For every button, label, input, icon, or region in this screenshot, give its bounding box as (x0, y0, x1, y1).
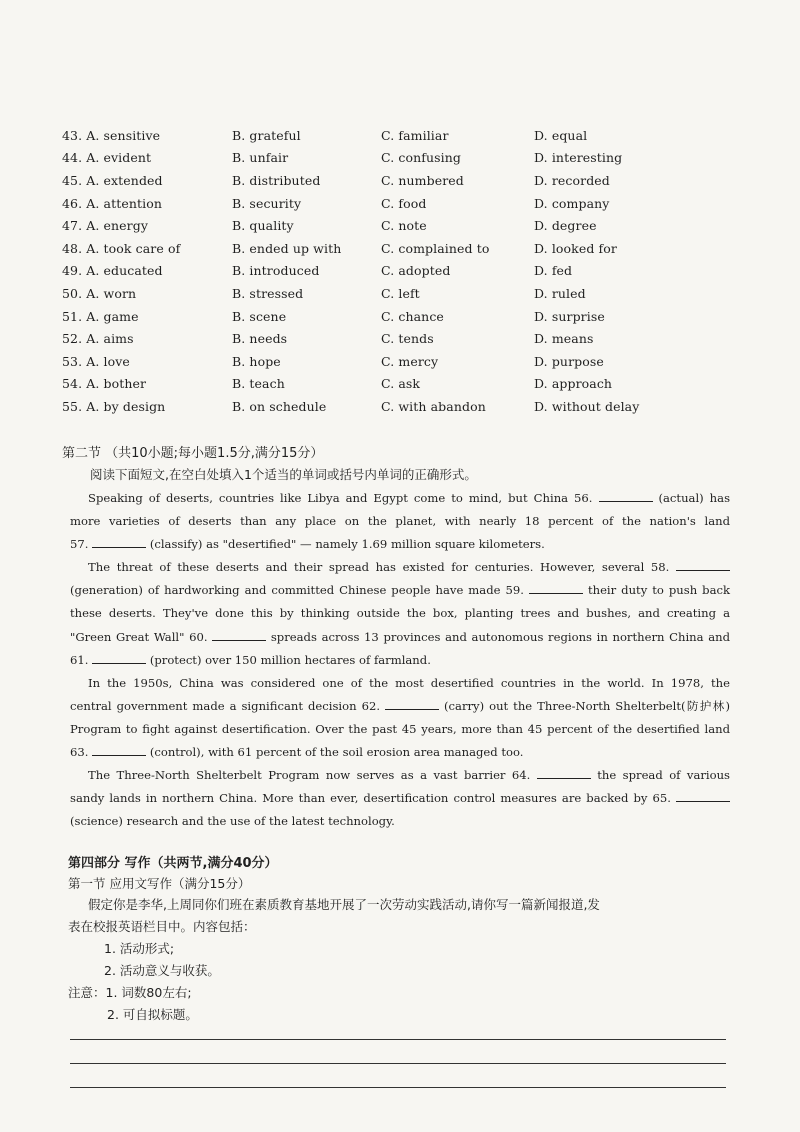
passage-line (70, 718, 730, 741)
passage-text: "Green Great Wall" 60. (70, 629, 208, 644)
option-b: B. stressed (232, 285, 304, 301)
answer-blank[interactable] (92, 744, 146, 756)
answer-line-2 (70, 1063, 726, 1064)
option-c: C. mercy (381, 353, 439, 369)
option-a: 46. A. attention (62, 195, 162, 211)
choice-row-51 (62, 305, 682, 328)
option-a: 51. A. game (62, 308, 139, 324)
option-d: D. looked for (534, 240, 617, 256)
passage-text: (carry) out the Three-North Shelterbelt(防护林) (444, 698, 731, 713)
cloze-passage (70, 487, 730, 833)
answer-blank[interactable] (92, 536, 146, 548)
option-d: D. equal (534, 127, 588, 143)
option-b: B. distributed (232, 172, 321, 188)
passage-paragraph (70, 556, 730, 671)
passage-text: (actual) has (658, 491, 731, 505)
answer-line-1 (70, 1039, 726, 1040)
option-d: D. ruled (534, 285, 586, 301)
option-a: 54. A. bother (62, 376, 147, 392)
passage-line (70, 741, 730, 764)
note-label: 注意： (68, 985, 106, 1000)
option-b: B. grateful (232, 127, 301, 143)
option-b: B. security (232, 195, 302, 211)
answer-blank[interactable] (537, 767, 591, 779)
passage-text: (science) research and the use of the latest technology. (70, 814, 395, 829)
option-d: D. fed (534, 263, 573, 279)
option-c: C. note (381, 218, 427, 234)
option-d: D. means (534, 331, 594, 347)
passage-text: The threat of these deserts and their spread has existed for centuries. However, several 58. (88, 560, 670, 575)
option-b: B. quality (232, 218, 294, 234)
option-a: 55. A. by design (62, 398, 166, 414)
passage-text: 57. (70, 537, 89, 552)
writing-note (68, 983, 192, 1001)
option-c: C. adopted (381, 263, 451, 279)
option-d: D. purpose (534, 353, 604, 369)
choice-row-50 (62, 282, 682, 305)
multiple-choice-options (62, 124, 682, 418)
option-c: C. chance (381, 308, 444, 324)
answer-line-3 (70, 1087, 726, 1088)
choice-row-49 (62, 260, 682, 283)
passage-text: (protect) over 150 million hectares of farmland. (149, 652, 431, 667)
option-a: 52. A. aims (62, 331, 134, 347)
option-a: 43. A. sensitive (62, 127, 161, 143)
passage-line (70, 672, 730, 695)
passage-text: Speaking of deserts, countries like Libya and Egypt come to mind, but China 56. (88, 491, 593, 505)
option-c: C. complained to (381, 240, 490, 256)
writing-item-2: 2. 活动意义与收获。 (104, 963, 220, 978)
passage-text: central government made a significant decision 62. (70, 698, 381, 713)
option-a: 44. A. evident (62, 150, 152, 166)
option-d: D. company (534, 195, 610, 211)
writing-subheading: 第一节 应用文写作（满分15分） (68, 876, 251, 891)
option-d: D. without delay (534, 398, 640, 414)
choice-row-53 (62, 350, 682, 373)
option-c: C. numbered (381, 172, 464, 188)
passage-line (70, 649, 730, 672)
passage-paragraph (70, 764, 730, 833)
writing-item-1: 1. 活动形式; (104, 941, 175, 956)
option-c: C. with abandon (381, 398, 486, 414)
answer-blank[interactable] (676, 790, 730, 802)
answer-blank[interactable] (385, 698, 439, 710)
section2-instruction: 阅读下面短文,在空白处填入1个适当的单词或括号内单词的正确形式。 (90, 467, 477, 482)
option-d: D. interesting (534, 150, 623, 166)
choice-row-44 (62, 147, 682, 170)
passage-text: Program to fight against desertification. Over the past 45 years, more than 45 percent of the desertified land (70, 721, 730, 736)
option-c: C. food (381, 195, 427, 211)
passage-text: sandy lands in northern China. More than ever, desertification control measures are backed by 65. (70, 791, 671, 806)
passage-text: 63. (70, 745, 89, 760)
option-a: 53. A. love (62, 353, 130, 369)
note-2: 2. 可自拟标题。 (107, 1007, 198, 1022)
option-b: B. hope (232, 353, 281, 369)
passage-text: the spread of various (597, 768, 731, 783)
answer-blank[interactable] (92, 652, 146, 664)
passage-text: 61. (70, 652, 89, 667)
option-d: D. approach (534, 376, 613, 392)
option-c: C. familiar (381, 127, 449, 143)
passage-line (70, 487, 730, 510)
passage-line (70, 510, 730, 533)
option-a: 50. A. worn (62, 285, 137, 301)
passage-line (70, 764, 730, 787)
option-d: D. surprise (534, 308, 605, 324)
answer-blank[interactable] (599, 490, 653, 502)
option-c: C. left (381, 285, 420, 301)
passage-text: (control), with 61 percent of the soil erosion area managed too. (149, 745, 524, 760)
passage-paragraph (70, 487, 730, 556)
passage-text: these deserts. They've done this by thinking outside the box, planting trees and bushes, and creating a (70, 606, 730, 621)
passage-text: their duty to push back (587, 583, 731, 598)
option-b: B. introduced (232, 263, 320, 279)
option-a: 45. A. extended (62, 172, 163, 188)
option-c: C. tends (381, 331, 434, 347)
option-b: B. teach (232, 376, 285, 392)
passage-line (70, 810, 730, 833)
section2-heading: 第二节 （共10小题;每小题1.5分,满分15分） (62, 446, 324, 461)
passage-text: spreads across 13 provinces and autonomous regions in northern China and (270, 629, 731, 644)
passage-text: The Three-North Shelterbelt Program now serves as a vast barrier 64. (88, 768, 531, 783)
option-a: 49. A. educated (62, 263, 163, 279)
choice-row-55 (62, 395, 682, 418)
choice-row-47 (62, 214, 682, 237)
option-b: B. needs (232, 331, 288, 347)
choice-row-46 (62, 192, 682, 215)
passage-line (70, 626, 730, 649)
option-b: B. on schedule (232, 398, 327, 414)
option-b: B. scene (232, 308, 287, 324)
passage-line (70, 579, 730, 602)
choice-row-43 (62, 124, 682, 147)
passage-line (70, 602, 730, 625)
passage-paragraph (70, 672, 730, 764)
option-b: B. ended up with (232, 240, 342, 256)
choice-row-54 (62, 373, 682, 396)
passage-line (70, 695, 730, 718)
writing-prompt-line2: 表在校报英语栏目中。内容包括： (68, 919, 256, 934)
answer-blank[interactable] (212, 629, 266, 641)
option-a: 47. A. energy (62, 218, 149, 234)
answer-blank[interactable] (529, 582, 583, 594)
choice-row-48 (62, 237, 682, 260)
passage-text: In the 1950s, China was considered one of the most desertified countries in the world. In 1978, the (88, 675, 730, 690)
choice-row-52 (62, 327, 682, 350)
option-a: 48. A. took care of (62, 240, 181, 256)
passage-line (70, 787, 730, 810)
note-1: 1. 词数80左右; (105, 985, 192, 1000)
passage-text: (classify) as "desertified" — namely 1.69 million square kilometers. (149, 537, 545, 552)
answer-blank[interactable] (676, 559, 730, 571)
passage-line (70, 533, 730, 556)
passage-text: (generation) of hardworking and committed Chinese people have made 59. (70, 583, 524, 598)
option-c: C. ask (381, 376, 421, 392)
part4-heading: 第四部分 写作（共两节,满分40分） (68, 856, 278, 871)
option-c: C. confusing (381, 150, 461, 166)
option-d: D. degree (534, 218, 597, 234)
choice-row-45 (62, 169, 682, 192)
writing-prompt-line1: 假定你是李华,上周同你们班在素质教育基地开展了一次劳动实践活动,请你写一篇新闻报道,发 (88, 897, 600, 912)
option-d: D. recorded (534, 172, 610, 188)
passage-line (70, 556, 730, 579)
option-b: B. unfair (232, 150, 289, 166)
passage-text: more varieties of deserts than any place on the planet, with nearly 18 percent of the nation's land (70, 514, 730, 529)
